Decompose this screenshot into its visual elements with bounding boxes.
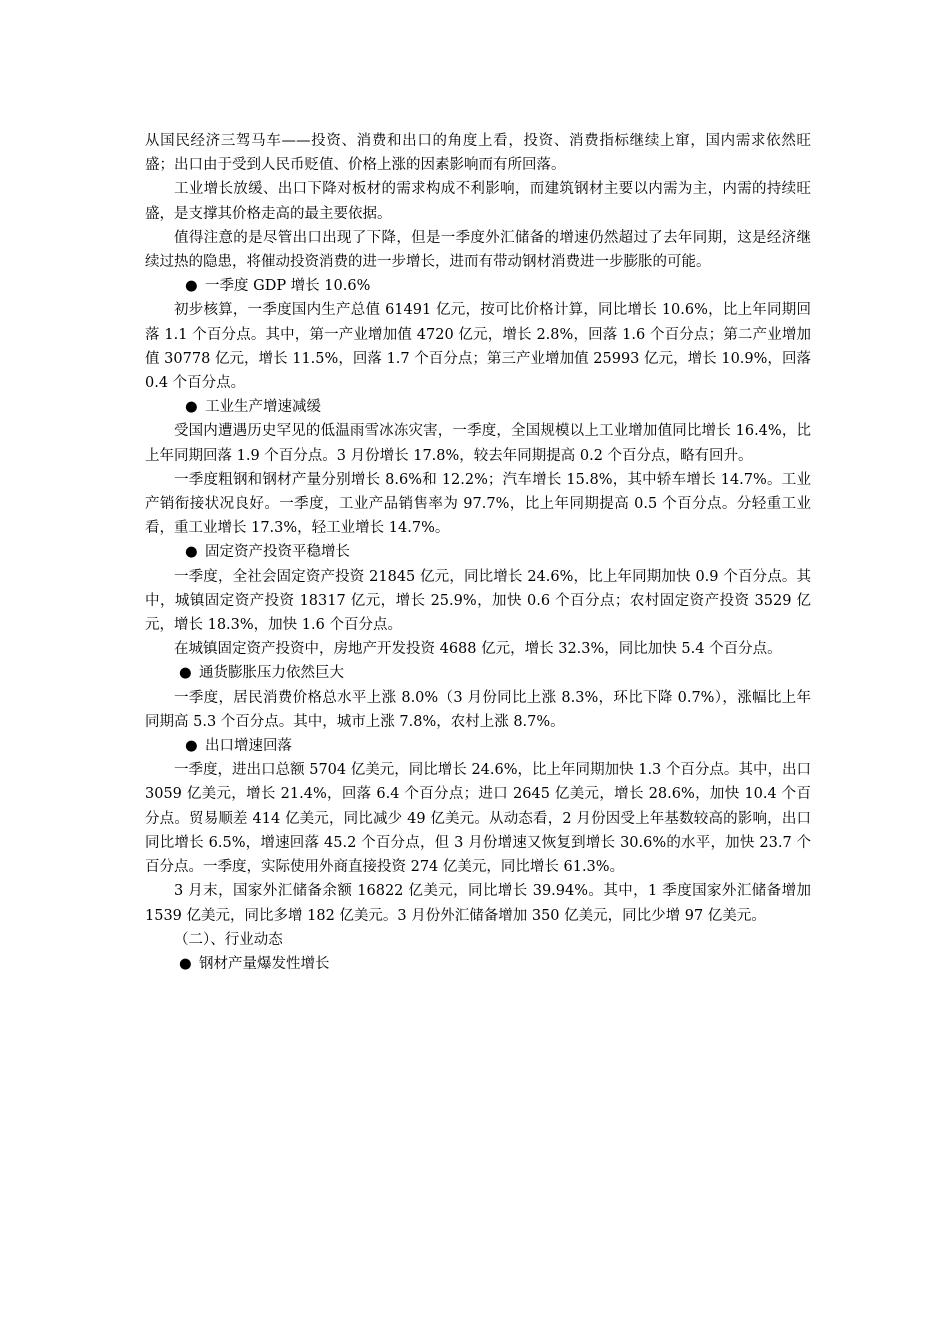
- bullet-icon: ●: [185, 278, 198, 295]
- heading-industry-text: 工业生产增速减缓: [205, 399, 321, 416]
- paragraph-export-2: 3 月末，国家外汇储备余额 16822 亿美元，同比增长 39.94%。其中，1 季度国家外汇储备增加 1539 亿美元，同比多增 182 亿美元。3 月份外汇储备增加 350 亿美元，同比少增 97 亿美元。: [145, 883, 811, 924]
- paragraph-industry-1: 受国内遭遇历史罕见的低温雨雪冰冻灾害，一季度，全国规模以上工业增加值同比增长 16.4%，比上年同期回落 1.9 个百分点。3 月份增长 17.8%，较去年同期提高 0.2 个百分点，略有回升。: [145, 423, 811, 464]
- document-page: [145, 129, 811, 976]
- paragraph-export-1: 一季度，进出口总额 5704 亿美元，同比增长 24.6%，比上年同期加快 1.3 个百分点。其中，出口 3059 亿美元，增长 21.4%，回落 6.4 个百分点；进口 2645 亿美元，增长 28.6%，加快 10.4 个百分点。贸易顺差 414 亿美元，同比减少 49 亿美元。从动态看，2 月份因受上年基数较高的影响，出口同比增长 6.5%，增速回落 45.2 个百分点，但 3 月份增速又恢复到增长 30.6%的水平，加快 23.7 个百分点。一季度，实际使用外商直接投资 274 亿美元，同比增长 61.3%。: [145, 762, 811, 876]
- heading-inflation: [145, 661, 811, 685]
- heading-export: [145, 734, 811, 758]
- heading-investment-text: 固定资产投资平稳增长: [205, 544, 350, 561]
- heading-investment: [145, 540, 811, 564]
- heading-steel-output: [145, 952, 811, 976]
- bullet-icon: ●: [179, 955, 192, 972]
- bullet-icon: ●: [185, 399, 198, 416]
- heading-industry: [145, 395, 811, 419]
- paragraph-fx-note: 值得注意的是尽管出口出现了下降，但是一季度外汇储备的增速仍然超过了去年同期，这是经济继续过热的隐患，将催动投资消费的进一步增长，进而有带动钢材消费进一步膨胀的可能。: [145, 229, 811, 271]
- paragraph-gdp: 初步核算，一季度国内生产总值 61491 亿元，按可比价格计算，同比增长 10.6%，比上年同期回落 1.1 个百分点。其中，第一产业增加值 4720 亿元，增长 2.8%，回落 1.6 个百分点；第二产业增加值 30778 亿元，增长 11.5%，回落 1.7 个百分点；第三产业增加值 25993 亿元，增长 10.9%，回落 0.4 个百分点。: [145, 302, 811, 392]
- heading-export-text: 出口增速回落: [205, 738, 292, 755]
- paragraph-inflation: 一季度，居民消费价格总水平上涨 8.0%（3 月份同比上涨 8.3%，环比下降 0.7%），涨幅比上年同期高 5.3 个百分点。其中，城市上涨 7.8%，农村上涨 8.7%。: [145, 689, 811, 730]
- paragraph-industry-impact: 工业增长放缓、出口下降对板材的需求构成不利影响，而建筑钢材主要以内需为主，内需的持续旺盛，是支撑其价格走高的最主要依据。: [145, 181, 811, 222]
- heading-gdp-text: 一季度 GDP 增长 10.6%: [205, 278, 371, 295]
- section-heading-industry-news: （二）、行业动态: [174, 931, 283, 948]
- paragraph-intro: 从国民经济三驾马车——投资、消费和出口的角度上看，投资、消费指标继续上窜，国内需求依然旺盛；出口由于受到人民币贬值、价格上涨的因素影响而有所回落。: [145, 133, 811, 174]
- paragraph-investment-2: 在城镇固定资产投资中，房地产开发投资 4688 亿元，增长 32.3%，同比加快 5.4 个百分点。: [174, 641, 782, 658]
- paragraph-investment-1: 一季度，全社会固定资产投资 21845 亿元，同比增长 24.6%，比上年同期加快 0.9 个百分点。其中，城镇固定资产投资 18317 亿元，增长 25.9%，加快 0.6 个百分点；农村固定资产投资 3529 亿元，增长 18.3%，加快 1.6 个百分点。: [145, 568, 811, 634]
- bullet-icon: ●: [185, 738, 198, 755]
- heading-inflation-text: 通货膨胀压力依然巨大: [199, 665, 344, 682]
- bullet-icon: ●: [179, 665, 192, 682]
- heading-steel-output-text: 钢材产量爆发性增长: [199, 955, 330, 972]
- bullet-icon: ●: [185, 544, 198, 561]
- heading-gdp: [145, 274, 811, 298]
- paragraph-industry-2: 一季度粗钢和钢材产量分别增长 8.6%和 12.2%；汽车增长 15.8%，其中轿车增长 14.7%。工业产销衔接状况良好。一季度，工业产品销售率为 97.7%，比上年同期提高 0.5 个百分点。分轻重工业看，重工业增长 17.3%，轻工业增长 14.7%。: [145, 471, 811, 537]
